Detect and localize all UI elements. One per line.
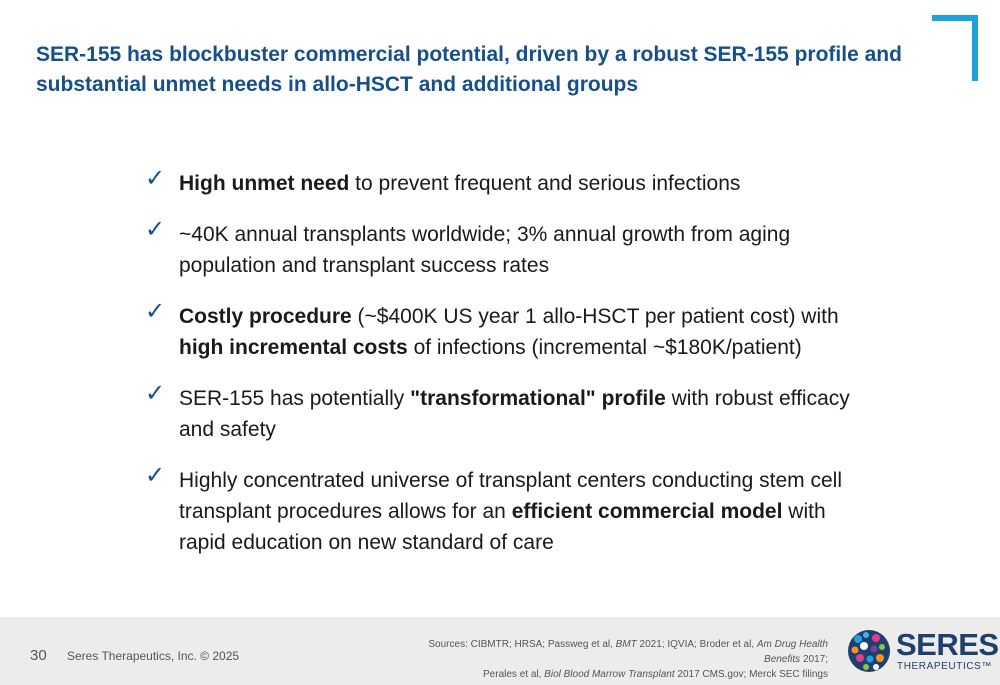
bullet-item (145, 215, 865, 281)
checkmark-icon: ✓ (145, 297, 166, 325)
bullet-emphasis: High unmet need (179, 172, 350, 195)
seres-logo-wordmark: SERES (896, 627, 999, 662)
seres-logo-mark-icon (846, 627, 892, 675)
sources-part: 2017; (800, 654, 828, 665)
bullet-item (145, 164, 865, 199)
footer (0, 617, 1000, 685)
bullet-text-part: ~40K annual transplants worldwide; 3% annual growth from aging population and transplant success rates (179, 223, 791, 277)
copyright-text: Seres Therapeutics, Inc. © 2025 (67, 649, 240, 663)
bullet-item (145, 297, 865, 363)
sources-text (408, 637, 828, 682)
bullet-text-part: with rapid education on new standard of care (179, 500, 826, 554)
bullet-text (179, 301, 865, 363)
bullet-text-part: with robust efficacy and safety (179, 387, 850, 441)
page-title (36, 40, 926, 100)
bullet-text-part: (~$400K US year 1 allo-HSCT per patient cost) with (351, 305, 839, 328)
bullet-list (145, 164, 865, 578)
checkmark-icon: ✓ (145, 379, 166, 407)
sources-part: 2021; IQVIA; Broder et al, (636, 639, 757, 650)
checkmark-icon: ✓ (145, 215, 166, 243)
bullet-text (179, 383, 865, 445)
sources-journal: Am Drug Health Benefits (756, 639, 828, 665)
page-title-line-2: substantial unmet needs in allo-HSCT and additional groups (36, 73, 639, 96)
bullet-text-part: to prevent frequent and serious infections (349, 172, 741, 195)
bullet-emphasis: efficient commercial model (511, 500, 783, 523)
sources-journal: BMT (615, 639, 637, 650)
sources-part: 2017 CMS.gov; Merck SEC filings (674, 669, 828, 680)
checkmark-icon: ✓ (145, 461, 166, 489)
corner-bracket-decoration (932, 15, 978, 81)
sources-part: Sources: CIBMTR; HRSA; Passweg et al, (428, 639, 616, 650)
bullet-item (145, 379, 865, 445)
bullet-text (179, 219, 865, 281)
bullet-emphasis: Costly procedure (179, 305, 352, 328)
bullet-text (179, 168, 865, 199)
bullet-text-part: of infections (incremental ~$180K/patient) (407, 336, 802, 359)
bullet-text-part: Highly concentrated universe of transplant centers conducting stem cell transplant procedures allows for an (179, 469, 843, 523)
bullet-text-part: SER-155 has potentially (179, 387, 411, 410)
seres-logo (846, 625, 999, 679)
bullet-emphasis: high incremental costs (179, 336, 408, 359)
bullet-text (179, 465, 865, 558)
bullet-item (145, 461, 865, 558)
sources-journal: Biol Blood Marrow Transplant (544, 669, 675, 680)
sources-part: Perales et al, (483, 669, 545, 680)
seres-logo-subtext: THERAPEUTICS™ (897, 661, 993, 672)
bullet-emphasis: "transformational" profile (410, 387, 666, 410)
checkmark-icon: ✓ (145, 164, 166, 192)
page-title-line-1: SER-155 has blockbuster commercial potential, driven by a robust SER-155 profile and (36, 43, 902, 66)
page-number: 30 (30, 647, 47, 664)
